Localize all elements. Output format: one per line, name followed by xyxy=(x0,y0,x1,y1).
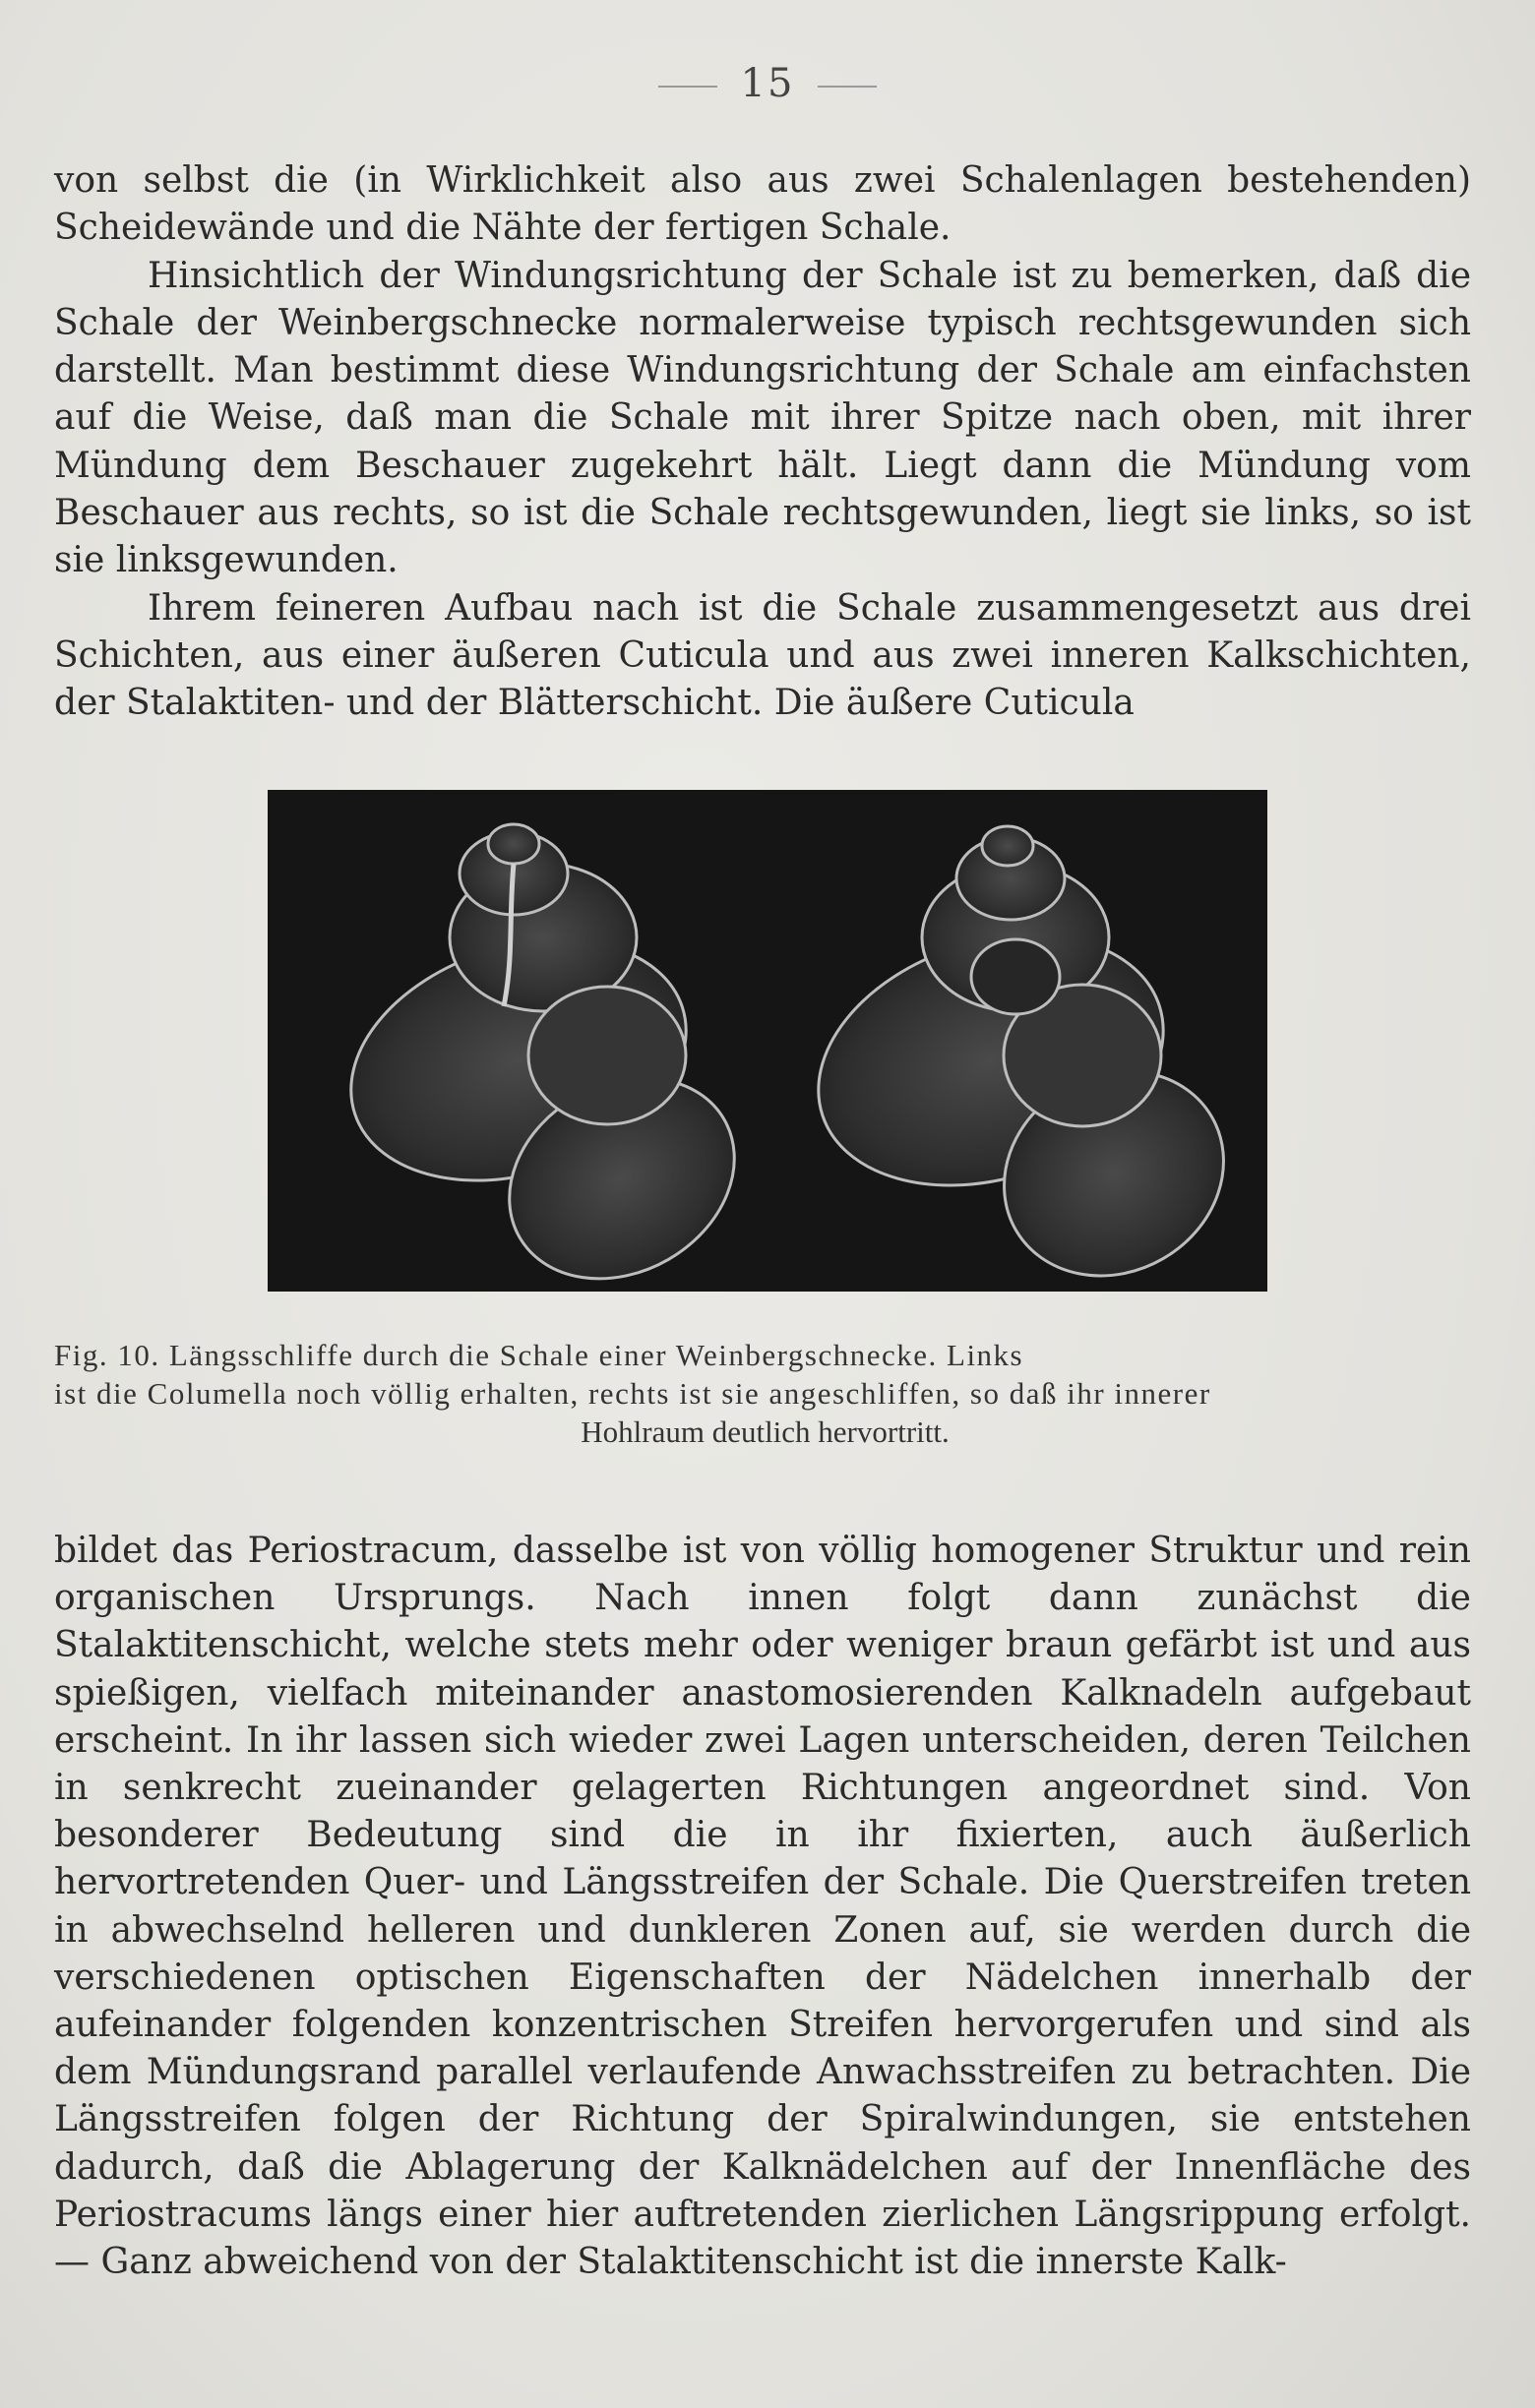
text-block-top xyxy=(54,157,1471,728)
paragraph-periostracum: bildet das Periostracum, dasselbe ist von völlig homogener Struktur und rein organischen Ursprungs. Nach innen folgt dann zunächst die Stalaktitenschicht, welche stets mehr oder weniger braun gefärbt ist und aus spießigen, vielfach miteinander anastomosierenden Kalknadeln aufgebaut erscheint. In ihr lassen sich wieder zwei Lagen unterscheiden, deren Teilchen in senkrecht zueinander gelagerten Richtungen angeordnet sind. Von besonderer Bedeutung sind die in ihr fixierten, auch äußerlich hervortretenden Quer- und Längsstreifen der Schale. Die Querstreifen treten in abwechselnd helleren und dunkleren Zonen auf, sie werden durch die verschiedenen optischen Eigenschaften der Nädelchen innerhalb der aufeinander folgenden konzentrischen Streifen hervorgerufen und sind als dem Mündungsrand parallel verlaufende Anwachsstreifen zu betrachten. Die Längsstreifen folgen der Richtung der Spiralwindungen, sie entstehen dadurch, daß die Ablagerung der Kalknädelchen auf der Innenfläche des Periostracums längs einer hier auftretenden zierlichen Längsrippung erfolgt. — Ganz abweichend von der Stalaktitenschicht ist die innerste Kalk- xyxy=(54,1531,1471,2283)
figure-10-photo xyxy=(268,790,1267,1292)
shell-sections-illustration xyxy=(268,790,1267,1292)
figure-caption xyxy=(54,1336,1476,1451)
page-number-dash-right xyxy=(818,86,877,88)
caption-line-2: ist die Columella noch völlig erhalten, rechts ist sie angeschliffen, so daß ihr innerer xyxy=(54,1376,1211,1411)
page-number-dash-left xyxy=(658,86,717,88)
paragraph-windungsrichtung: Hinsichtlich der Windungsrichtung der Schale ist zu bemerken, daß die Schale der Weinbergschnecke normalerweise typisch rechtsgewunden sich darstellt. Man bestimmt diese Windungsrichtung der Schale am einfachsten auf die Weise, daß man die Schale mit ihrer Spitze nach oben, mit ihrer Mündung dem Beschauer zugekehrt hält. Liegt dann die Mündung vom Beschauer aus rechts, so ist die Schale rechtsgewunden, liegt sie links, so ist sie linksgewunden. xyxy=(54,255,1471,581)
caption-line-3: Hohlraum deutlich hervortritt. xyxy=(581,1415,950,1449)
caption-line-1: Fig. 10. Längsschliffe durch die Schale einer Weinbergschnecke. Links xyxy=(54,1338,1024,1372)
paragraph-continued: von selbst die (in Wirklichkeit also aus zwei Schalenlagen bestehenden) Scheidewände und die Nähte der fertigen Schale. xyxy=(54,160,1471,249)
text-block-bottom xyxy=(54,1528,1471,2286)
page-number xyxy=(0,61,1535,106)
page-number-text: 15 xyxy=(740,61,795,106)
paragraph-aufbau: Ihrem feineren Aufbau nach ist die Schale zusammengesetzt aus drei Schichten, aus einer äußeren Cuticula und aus zwei inneren Kalkschichten, der Stalaktiten- und der Blätterschicht. Die äußere Cuticula xyxy=(54,587,1471,724)
